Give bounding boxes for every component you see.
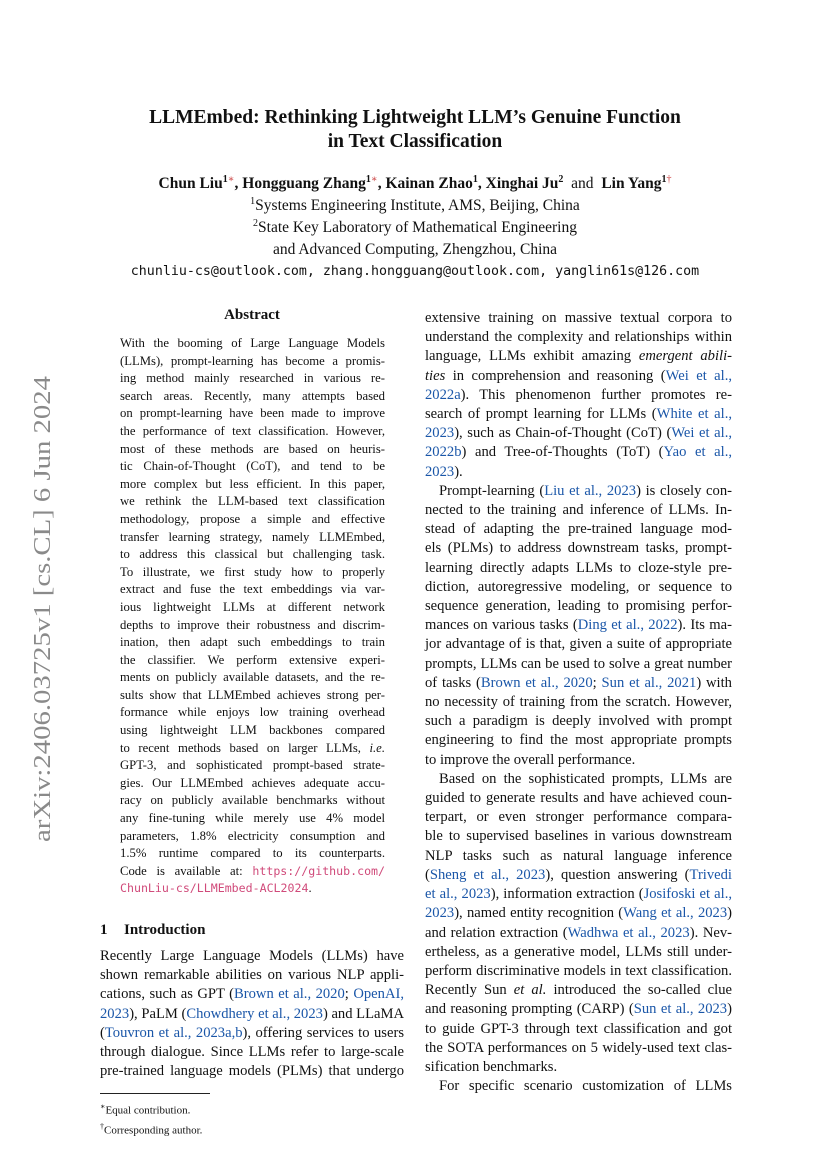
citation-link[interactable]: White et al.,	[656, 406, 732, 423]
right-column	[425, 309, 732, 1096]
abstract-line: GPT-3, and sophisticated prompt-based strate-	[120, 758, 385, 773]
citation-link[interactable]: Brown et al., 2020	[234, 986, 345, 1003]
abstract-line: the classifier. We perform extensive experi-	[120, 652, 385, 667]
citation-link[interactable]: Liu et al., 2023	[544, 482, 637, 499]
text-line: 2022b) and Tree-of-Thoughts (ToT) (Yao et al.,	[425, 444, 732, 461]
citation-link[interactable]: Wei et al.,	[671, 425, 733, 442]
citation-link[interactable]: 2022b	[425, 444, 462, 461]
section-number: 1	[100, 922, 108, 938]
abstract-body	[100, 335, 404, 898]
citation-link[interactable]: et al., 2023	[425, 886, 491, 903]
abstract-line: on prompt-learning have been made to improve	[120, 406, 385, 421]
text-line: (Touvron et al., 2023a,b), offering services to users	[100, 1024, 405, 1041]
abstract-line: to recent methods based on larger LLMs, i.e.	[120, 740, 385, 755]
abstract-line: gies. Our LLMEmbed achieves adequate accu-	[120, 775, 385, 790]
code-link[interactable]: https://github.com/	[252, 863, 386, 878]
text-line: search of prompt learning for LLMs (White et al.,	[425, 406, 732, 423]
citation-link[interactable]: Brown et al., 2020	[480, 674, 593, 691]
abstract-line: Code is available at: https://github.com/	[120, 863, 386, 878]
abstract-line: search areas. Recently, many attempts based	[120, 388, 385, 403]
author-name: Kainan Zhao	[385, 175, 473, 192]
abstract-line: methodology, propose a simple and effective	[120, 511, 385, 526]
arxiv-stamp	[14, 376, 64, 842]
citation-link[interactable]: OpenAI,	[353, 986, 404, 1003]
text-line: Based on the sophisticated prompts, LLMs are	[439, 770, 732, 787]
text-line: engineering to find the most appropriate prompts	[425, 732, 732, 749]
abstract-line: parameters, 1.8% electricity consumption and	[120, 828, 385, 843]
text-line: the SOTA performances on 5 widely-used text clas-	[425, 1039, 732, 1056]
text-line: no necessity of training from the scratch. However,	[425, 694, 732, 711]
text-line: ble to supervised baselines in various downstream	[425, 828, 732, 845]
citation-link[interactable]: Ding et al., 2022	[577, 617, 678, 634]
author-name: Xinghai Ju	[485, 175, 559, 192]
citation-link[interactable]: Chowdhery et al., 2023	[186, 1005, 323, 1022]
text-line: through dialogue. Since LLMs refer to large-scale	[100, 1044, 404, 1061]
author-block	[70, 173, 760, 283]
intro-paragraph	[100, 947, 404, 1081]
text-line: sification benchmarks.	[425, 1058, 558, 1075]
author-emails: chunliu-cs@outlook.com, zhang.hongguang@outlook.com, yanglin61s@126.com	[130, 264, 700, 279]
author-name: Chun Liu	[158, 175, 223, 192]
text-line: ertheless, as a generative model, LLMs still under-	[425, 943, 732, 960]
affiliation-1: $^1$Systems Engineering Institute, AMS, Beijing, China	[250, 195, 580, 214]
affiliation-2: $^2$State Key Laboratory of Mathematical Engineering	[253, 217, 577, 236]
footnotes	[100, 1099, 404, 1138]
text-line: ties in comprehension and reasoning (Wei et al.,	[425, 367, 733, 384]
text-line: els (PLMs) to address downstream tasks, prompt-	[425, 540, 732, 557]
arxiv-stamp-text: arXiv:2406.03725v1 [cs.CL] 6 Jun 2024	[29, 444, 56, 842]
text-line: Recently Large Language Models (LLMs) have	[100, 948, 404, 964]
abstract-line: ChunLiu-cs/LLMEmbed-ACL2024.	[120, 881, 312, 896]
abstract-line: ious lightweight LLMs at different network	[120, 599, 385, 614]
text-line: guided to generate results and have achieved coun-	[425, 790, 732, 807]
abstract-line: extract and fuse the text embeddings via var-	[120, 582, 385, 597]
text-line: NLP tasks such as natural language inference	[425, 847, 732, 864]
affiliation-2-cont: and Advanced Computing, Zhengzhou, China	[272, 241, 558, 258]
abstract-line: (LLMs), prompt-learning has become a promis-	[120, 353, 385, 368]
abstract-line: to address this classical but challenging task.	[120, 547, 385, 562]
abstract-line: formance while enjoys low training overhead	[120, 705, 385, 720]
citation-link[interactable]: Wadhwa et al., 2023	[567, 924, 690, 941]
citation-link[interactable]: Sun et al., 2023	[633, 1001, 728, 1018]
citation-link[interactable]: Yao et al.,	[663, 444, 732, 461]
text-line: to guide GPT-3 through text classification and got	[425, 1020, 732, 1037]
left-column	[100, 306, 404, 1139]
author-name: Lin Yang	[601, 175, 662, 192]
text-line: learning directly adapts LLMs to cloze-style pre-	[425, 559, 732, 576]
text-line: shown remarkable abilities on various NLP appli-	[100, 967, 404, 984]
title-line-2: in Text Classification	[327, 131, 503, 152]
abstract-line: ments on publicly available datasets, and the re-	[120, 670, 385, 685]
text-line: Recently Sun et al. introduced the so-called clue	[425, 982, 732, 999]
text-line: nected to the training and inference of LLMs. In-	[425, 502, 732, 519]
text-line: 2023), PaLM (Chowdhery et al., 2023) and LLaMA	[100, 1005, 404, 1022]
text-line: such a paradigm is deeply involved with prompt	[425, 713, 732, 730]
author-and: and	[571, 175, 594, 192]
abstract-line: sults show that LLMEmbed achieves strong per-	[120, 687, 385, 702]
text-line: sequence generation, leading to promising perfor-	[425, 598, 732, 615]
text-line: understand the complexity and relationships within	[425, 329, 732, 346]
section-heading	[100, 921, 404, 939]
abstract-line: 1.5% runtime compared to its counterparts.	[120, 846, 385, 861]
text-line: 2023).	[425, 463, 463, 480]
text-line: pre-trained language models (PLMs) that undergo	[100, 1063, 404, 1080]
citation-link[interactable]: 2022a	[425, 386, 461, 403]
abstract-line: depths to improve their robustness and discrim-	[120, 617, 385, 632]
text-line: extensive training on massive textual corpora to	[425, 310, 732, 326]
citation-link[interactable]: Sun et al., 2021	[601, 674, 697, 691]
abstract-line: racy on publicly available benchmarks without	[120, 793, 385, 808]
text-line: 2022a). This phenomenon further promotes re-	[425, 386, 732, 403]
text-line: and reasoning prompting (CARP) (Sun et al., 2023)	[425, 1001, 732, 1018]
text-line: diction, autoregressive modeling, or sequence to	[425, 578, 732, 595]
text-line: 2023), named entity recognition (Wang et al., 2023)	[425, 905, 733, 922]
section-title: Introduction	[124, 922, 206, 938]
abstract-line: With the booming of Large Language Models	[120, 336, 385, 350]
text-line: language, LLMs exhibit amazing emergent abili-	[425, 348, 732, 365]
paper-title	[100, 106, 730, 154]
text-line: For specific scenario customization of LLMs	[439, 1078, 732, 1095]
text-line: jor advantage of is that, given a suite of appropriate	[425, 636, 732, 653]
text-line: cations, such as GPT (Brown et al., 2020; OpenAI,	[100, 986, 404, 1003]
text-line: mances on various tasks (Ding et al., 2022). Its ma-	[425, 617, 732, 634]
abstract-line: we rethink the LLM-based text classification	[120, 494, 385, 509]
abstract-line: more complex but less efficient. In this paper,	[120, 476, 385, 491]
text-line: et al., 2023), information extraction (Josifoski et al.,	[425, 886, 732, 903]
abstract-line: To illustrate, we first study how to properly	[120, 564, 385, 579]
citation-link[interactable]: Wang et al., 2023	[623, 905, 728, 922]
abstract-line: the performance of text classification. However,	[120, 423, 385, 438]
text-line: prompts, LLMs can be used to solve a great number	[425, 655, 732, 672]
author-name: Hongguang Zhang	[242, 175, 366, 192]
abstract-line: most of these methods are based on heuris-	[120, 441, 385, 456]
abstract-heading: Abstract	[224, 307, 280, 323]
citation-link[interactable]: Touvron et al., 2023a,b	[104, 1024, 243, 1041]
citation-link[interactable]: Trivedi	[689, 866, 732, 883]
footnote-divider	[100, 1093, 210, 1094]
title-line-1: LLMEmbed: Rethinking Lightweight LLM’s Genuine Function	[149, 107, 681, 128]
text-line: 2023), such as Chain-of-Thought (CoT) (Wei et al.,	[425, 425, 733, 442]
citation-link[interactable]: Wei et al.,	[665, 367, 733, 384]
footnote: ∗Equal contribution.	[100, 1102, 191, 1118]
citation-link[interactable]: 2023	[425, 425, 455, 442]
text-line: perform discriminative models in text classification.	[425, 962, 732, 979]
abstract-line: transfer learning strategy, namely LLMEmbed,	[120, 529, 385, 544]
abstract-line: ing method mainly researched in various re-	[120, 371, 385, 386]
citation-link[interactable]: Sheng et al., 2023	[429, 866, 546, 883]
citation-link[interactable]: Josifoski et al.,	[643, 886, 732, 903]
text-line: to improve the overall performance.	[425, 751, 636, 768]
abstract-line: using lightweight LLM backbones compared	[120, 723, 385, 738]
text-line: Prompt-learning (Liu et al., 2023) is closely con-	[439, 482, 732, 499]
text-line: and relation extraction (Wadhwa et al., 2023). Nev-	[425, 924, 732, 941]
text-line: (Sheng et al., 2023), question answering (Trivedi	[425, 866, 732, 883]
abstract-line: tic Chain-of-Thought (CoT), and tend to be	[120, 459, 385, 474]
author-names: Chun Liu$^{1∗}$, Hongguang Zhang$^{1∗}$, Kainan Zhao$^1$, Xinghai Ju$^2$ and Lin Yang$^{1\dagger}$	[158, 173, 672, 192]
text-line: terpart, or even stronger performance compara-	[425, 809, 732, 826]
abstract-ie: i.e.	[369, 740, 385, 755]
text-line: of tasks (Brown et al., 2020; Sun et al., 2021) with	[425, 674, 732, 691]
citation-link[interactable]: 2023	[425, 463, 455, 480]
abstract-line: ination, then adapt such embeddings to train	[120, 635, 385, 650]
text-line: stead of adapting the pre-trained language mod-	[425, 521, 732, 538]
code-link-cont[interactable]: ChunLiu-cs/LLMEmbed-ACL2024	[120, 881, 309, 896]
abstract-line: any fine-tuning while merely use 4% model	[120, 811, 385, 826]
citation-link[interactable]: 2023	[100, 1005, 130, 1022]
footnote: †Corresponding author.	[100, 1122, 203, 1137]
citation-link[interactable]: 2023	[425, 905, 455, 922]
